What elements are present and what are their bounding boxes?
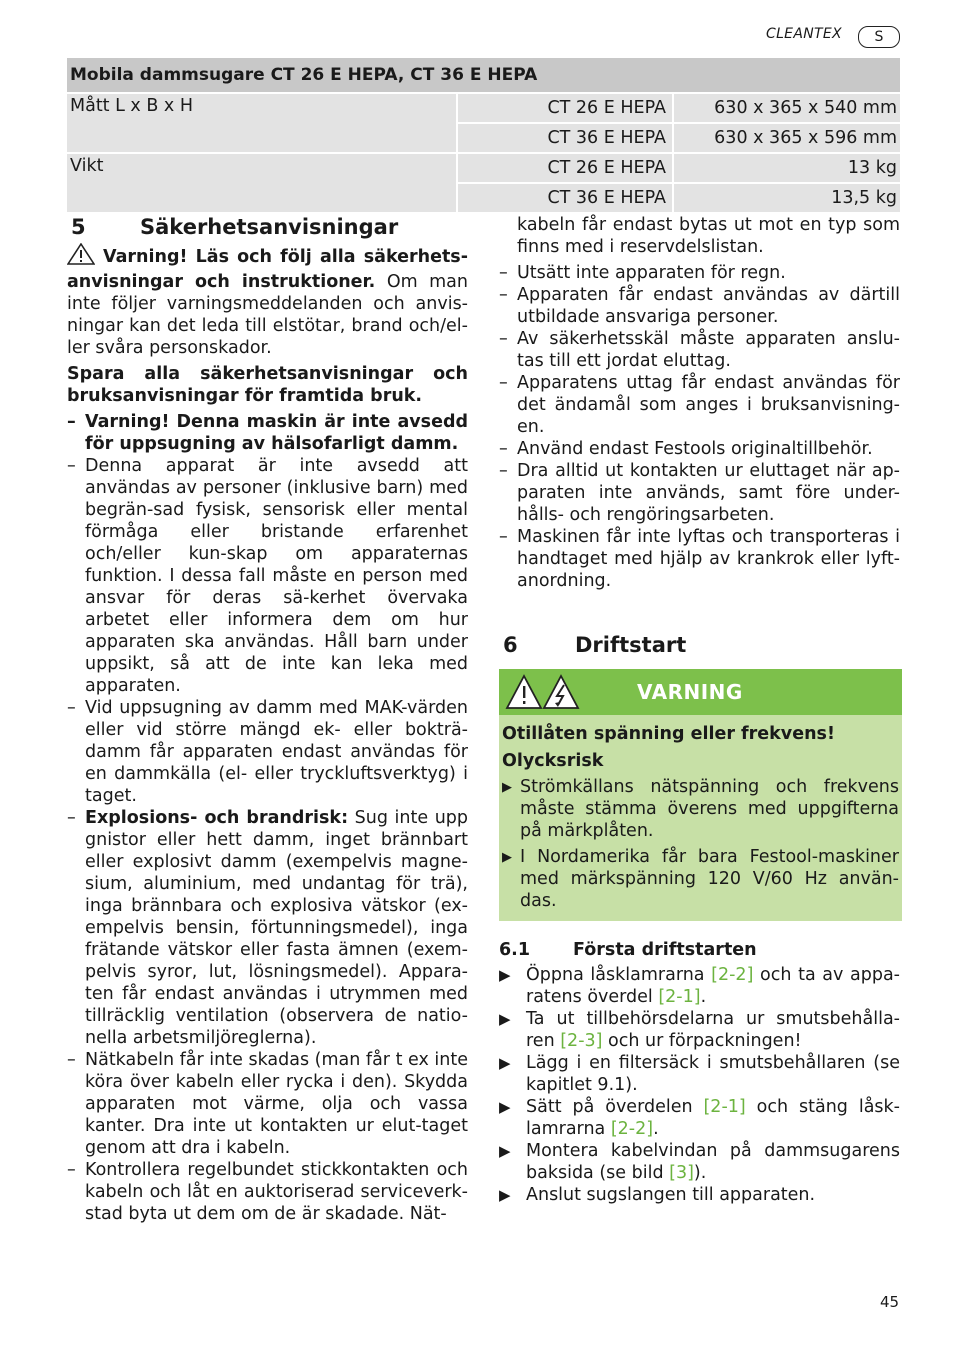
page-number: 45 — [880, 1293, 900, 1311]
language-badge: S — [858, 26, 900, 48]
list-item: – Varning! Denna maskin är inte avsedd för uppsugning av hälsofarligt damm. — [67, 411, 468, 455]
bullet-triangle-icon: ▶ — [499, 966, 511, 984]
subsection-6-1 — [499, 939, 900, 1206]
warning-box-header — [499, 669, 902, 715]
list-item: ▶ I Nordamerika får bara Festool-maskiner med märkspänning 120 V/60 Hz använ-das. — [502, 847, 899, 911]
section-number: 6 — [503, 633, 518, 657]
spec-value: 630 x 365 x 596 mm — [673, 123, 900, 153]
list-item: – Utsätt inte apparaten för regn. — [499, 262, 900, 284]
right-column — [499, 214, 900, 592]
bullet-triangle-icon: ▶ — [499, 1142, 511, 1160]
warning-text: Om man inte följer varningsmeddelanden och anvis-ningar kan det leda till elstötar, brand och/el-ler svåra personskador. — [67, 272, 468, 358]
spec-model: CT 36 E HEPA — [457, 123, 673, 153]
explosion-risk-label: Explosions- och brandrisk: — [85, 808, 349, 828]
bullet-triangle-icon: ▶ — [502, 780, 512, 795]
figure-reference: [2-2] — [610, 1119, 654, 1139]
bullet-triangle-icon: ▶ — [502, 850, 512, 865]
header-brand: CLEANTEX — [766, 26, 842, 42]
table-row — [67, 93, 900, 123]
list-item: ▶ Ta ut tillbehörsdelarna ur smutsbehålla-ren [2-3] och ur förpackningen! — [499, 1009, 900, 1051]
warning-triangle-icon — [67, 243, 95, 271]
list-item-continued: kabeln får endast bytas ut mot en typ som finns med i reservdelslistan. — [517, 215, 900, 257]
spec-model: CT 26 E HEPA — [457, 153, 673, 183]
list-item: ▶ Anslut sugslangen till apparaten. — [499, 1185, 816, 1205]
subsection-heading — [499, 939, 900, 961]
electric-hazard-icon — [505, 674, 581, 710]
spec-value: 13 kg — [673, 153, 900, 183]
safety-warning-paragraph — [67, 243, 468, 359]
list-item: ▶ Lägg i en filtersäck i smutsbehållaren (se kapitlet 9.1). — [499, 1053, 900, 1095]
bullet-triangle-icon: ▶ — [499, 1054, 511, 1072]
list-item: – Av säkerhetsskäl måste apparaten anslu-tas till ett jordat eluttag. — [499, 328, 900, 372]
subsection-number: 6.1 — [499, 940, 531, 960]
warning-label: VARNING — [637, 680, 743, 704]
list-item: – Använd endast Festools originaltillbehör. — [499, 438, 900, 460]
spec-table-title: Mobila dammsugare CT 26 E HEPA, CT 36 E HEPA — [67, 58, 900, 93]
warning-title: Otillåten spänning eller frekvens! — [502, 724, 835, 744]
bullet-triangle-icon: ▶ — [499, 1010, 511, 1028]
list-item: ▶ Strömkällans nätspänning och frekvens måste stämma överens med uppgifterna på märkplåten. — [502, 777, 899, 841]
list-item: ▶ Montera kabelvindan på dammsugarens baksida (se bild [3]). — [499, 1141, 900, 1183]
figure-reference: [3] — [669, 1163, 694, 1183]
spec-label: Mått L x B x H — [67, 93, 457, 153]
spec-model: CT 26 E HEPA — [457, 93, 673, 123]
table-row — [67, 153, 900, 183]
list-item: – Vid uppsugning av damm med MAK-värden eller vid större mängd ek- eller bokträ-damm får apparaten endast användas för en dammkälla (el- eller tryckluftsverktyg) i taget. — [67, 697, 468, 807]
list-item: – Dra alltid ut kontakten ur eluttaget när ap-paraten inte används, samt före under-hålls- och rengöringsarbeten. — [499, 460, 900, 526]
spec-label: Vikt — [67, 153, 457, 212]
warning-box — [499, 669, 902, 921]
spec-value: 13,5 kg — [673, 183, 900, 212]
list-item: – Apparatens uttag får endast användas för det ändamål som anges i bruksanvisning-en. — [499, 372, 900, 438]
figure-reference: [2-3] — [560, 1031, 603, 1051]
list-item: – Denna apparat är inte avsedd att användas av personer (inklusive barn) med begrän-sad fysisk, sensorisk eller mental förmåga eller bristande erfarenhet och/eller kun-skap om apparaternas funktion. I dessa fall måste en person med ansvar för deras sä-kerhet övervaka arbetet eller informera dem om hur apparaten ska användas. Håll barn under uppsikt, så att de inte kan leka med apparaten. — [67, 455, 468, 697]
list-item: – Apparaten får endast användas av därtill utbildade ansvariga personer. — [499, 284, 900, 328]
figure-reference: [2-1] — [703, 1097, 746, 1117]
section-number: 5 — [71, 215, 86, 239]
section-title: Driftstart — [575, 633, 687, 657]
bullet-triangle-icon: ▶ — [499, 1186, 511, 1204]
warning-box-body — [499, 715, 902, 912]
section-5-heading — [67, 214, 468, 240]
left-column — [67, 214, 468, 1225]
warning-subtitle: Olycksrisk — [502, 751, 604, 771]
save-note: Spara alla säkerhetsanvisningar och bruksanvisningar för framtida bruk. — [67, 364, 468, 406]
list-item — [67, 807, 468, 1049]
explosion-risk-text: Sug inte upp gnistor eller hett damm, inget brännbart eller explosivt damm (exempelvis magne-sium, aluminium, med undantag för trä), inga brännbara och explosiva vätskor (ex-empelvis bensin, förtunningsmedel), inga frätande vätskor eller fasta ämnen (exem-pelvis syror, lut, lösningsmedel). Appara-ten får endast användas i utrymmen med tillräcklig ventilation (observera de natio-nella arbetsmiljöreglerna). — [85, 808, 469, 1048]
list-item: ▶ Sätt på överdelen [2-1] och stäng låsk-lamrarna [2-2]. — [499, 1097, 900, 1139]
warning-bold-text: Varning! Läs och följ alla säkerhets-anvisningar och instruktioner. — [67, 247, 468, 292]
subsection-title: Första driftstarten — [573, 940, 757, 960]
section-6-heading — [503, 632, 900, 658]
figure-reference: [2-1] — [658, 987, 701, 1007]
list-item: – Maskinen får inte lyftas och transporteras i handtaget med hjälp av krankrok eller lyft-anordning. — [499, 526, 900, 592]
spec-value: 630 x 365 x 540 mm — [673, 93, 900, 123]
bullet-triangle-icon: ▶ — [499, 1098, 511, 1116]
section-title: Säkerhetsanvisningar — [140, 215, 399, 239]
list-item: – Nätkabeln får inte skadas (man får t ex inte köra över kabeln eller rycka i den). Skydda apparaten mot värme, olja och vassa kanter. Dra inte ut kontakten ur elut-taget genom att dra i kabeln. — [67, 1049, 468, 1159]
list-item: – Kontrollera regelbundet stickkontakten och kabeln och låt en auktoriserad serviceverk-stad byta ut dem om de är skadade. Nät- — [67, 1159, 468, 1225]
spec-model: CT 36 E HEPA — [457, 183, 673, 212]
figure-reference: [2-2] — [711, 965, 754, 985]
list-item: ▶ Öppna låsklamrarna [2-2] och ta av appa-ratens överdel [2-1]. — [499, 965, 900, 1007]
spec-table — [67, 58, 900, 212]
